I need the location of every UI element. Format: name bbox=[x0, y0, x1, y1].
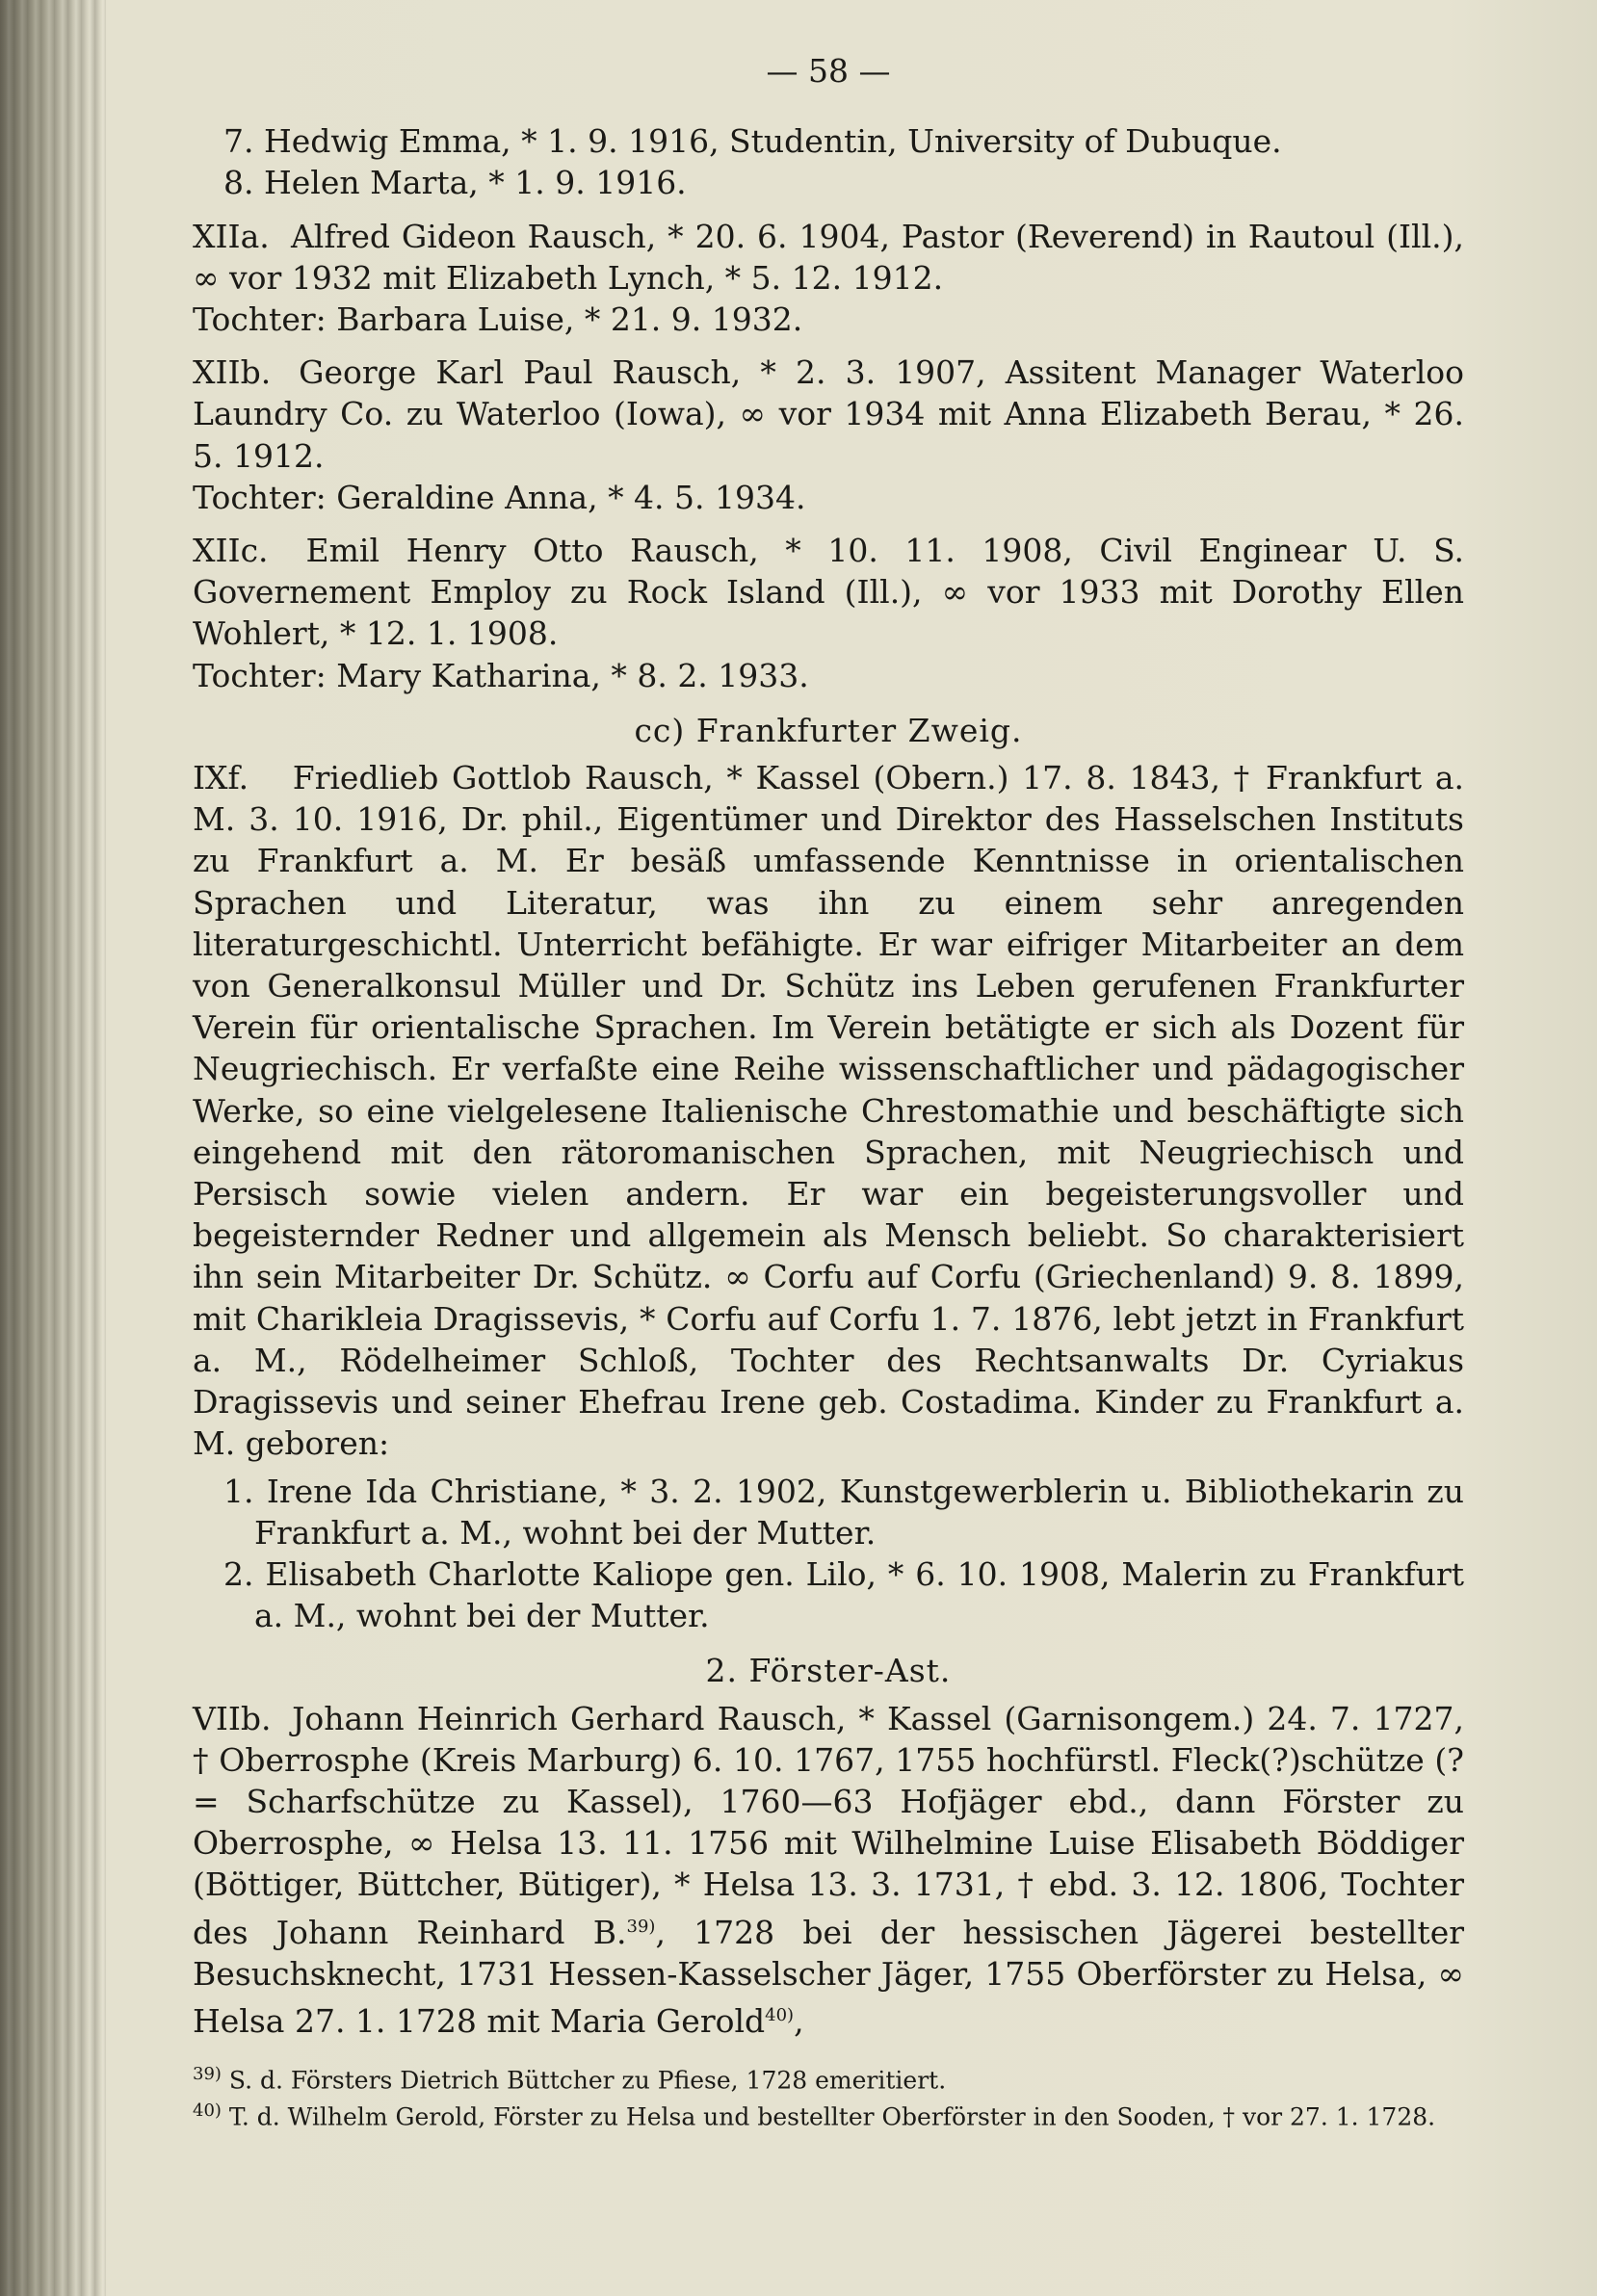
section-heading: cc) Frankfurter Zweig. bbox=[634, 711, 1023, 749]
genealogy-entry bbox=[193, 352, 1464, 518]
child-line: 8. Helen Marta, * 1. 9. 1916. bbox=[223, 164, 687, 202]
entry-code: XIIa. bbox=[193, 217, 270, 255]
page-content bbox=[193, 39, 1464, 2254]
children-list bbox=[193, 1471, 1464, 1637]
entry-text: Emil Henry Otto Rausch, * 10. 11. 1908, Civil Enginear U. S. Governement Employ zu Rock Island (Ill.), ∞ vor 1933 mit Dorothy Ellen Wohlert, * 12. 1. 1908. bbox=[193, 532, 1464, 653]
genealogy-entry-viib bbox=[193, 1698, 1464, 2043]
footnote-mark: 39) bbox=[193, 2064, 222, 2085]
entry-text-cont: , 1728 bei der hessischen Jägerei bestellter Besuchsknecht, 1731 Hessen-Kasselscher Jäger, 1755 Oberförster zu Helsa, ∞ Helsa 27. 1. 1728 mit Maria Gerold bbox=[193, 1913, 1464, 2040]
entry-code: VIIb. bbox=[193, 1699, 272, 1737]
list-item: 2. Elisabeth Charlotte Kaliope gen. Lilo, * 6. 10. 1908, Malerin zu Frankfurt a. M., wohnt bei der Mutter. bbox=[223, 1554, 1464, 1635]
footnote-ref: 40) bbox=[765, 2004, 795, 2025]
footnote-text: S. d. Försters Dietrich Büttcher zu Pfiese, 1728 emeritiert. bbox=[228, 2066, 947, 2095]
entry-text: Alfred Gideon Rausch, * 20. 6. 1904, Pastor (Reverend) in Rautoul (Ill.), ∞ vor 1932 mit Elizabeth Lynch, * 5. 12. 1912. bbox=[193, 217, 1464, 297]
list-item: 1. Irene Ida Christiane, * 3. 2. 1902, Kunstgewerblerin u. Bibliothekarin zu Frankfurt a. M., wohnt bei der Mutter. bbox=[223, 1472, 1464, 1552]
footnote bbox=[193, 2059, 1464, 2096]
footnote-text: T. d. Wilhelm Gerold, Förster zu Helsa und bestellter Oberförster in den Sooden, † vor 27. 1. 1728. bbox=[228, 2102, 1436, 2131]
entry-text: Friedlieb Gottlob Rausch, * Kassel (Obern.) 17. 8. 1843, † Frankfurt a. M. 3. 10. 1916, Dr. phil., Eigentümer und Direktor des Hasselschen Instituts zu Frankfurt a. M. Er besäß umfassende Kenntnisse in orientalischen Sprachen und Literatur, was ihn zu einem sehr anregenden literaturgeschichtl. Unterricht befähigte. Er war eifriger Mitarbeiter an dem von Generalkonsul Müller und Dr. Schütz ins Leben gerufenen Frankfurter Verein für orientalische Sprachen. Im Verein betätigte er sich als Dozent für Neugriechisch. Er verfaßte eine Reihe wissenschaftlicher und pädagogischer Werke, so eine vielgelesene Italienische Chrestomathie und beschäftigte sich eingehend mit den rätoromanischen Sprachen, mit Neugriechisch und Persisch sowie vielen andern. Er war ein begeisterungsvoller und begeisternder Redner und allgemein als Mensch beliebt. So charakterisiert ihn sein Mitarbeiter Dr. Schütz. ∞ Corfu auf Corfu (Griechenland) 9. 8. 1899, mit Charikleia Dragissevis, * Corfu auf Corfu 1. 7. 1876, lebt jetzt in Frankfurt a. M., Rödelheimer Schloß, Tochter des Rechtsanwalts Dr. Cyriakus Dragissevis und seiner Ehefrau Irene geb. Costadima. Kinder zu Frankfurt a. M. geboren: bbox=[193, 759, 1464, 1463]
footnote-ref: 39) bbox=[626, 1916, 656, 1937]
entry-child: Tochter: Barbara Luise, * 21. 9. 1932. bbox=[193, 300, 803, 339]
page-number: — 58 — bbox=[766, 52, 891, 90]
child-line: 7. Hedwig Emma, * 1. 9. 1916, Studentin, University of Dubuque. bbox=[223, 122, 1282, 161]
entry-code: XIIb. bbox=[193, 353, 272, 392]
footnotes bbox=[193, 2059, 1464, 2133]
book-binding bbox=[0, 0, 106, 2296]
entry-child: Tochter: Geraldine Anna, * 4. 5. 1934. bbox=[193, 478, 806, 516]
entry-text: George Karl Paul Rausch, * 2. 3. 1907, Assitent Manager Waterloo Laundry Co. zu Waterloo (Iowa), ∞ vor 1934 mit Anna Elizabeth Berau, * 26. 5. 1912. bbox=[193, 353, 1464, 475]
entry-text: Johann Heinrich Gerhard Rausch, * Kassel (Garnisongem.) 24. 7. 1727, † Oberrosphe (Kreis Marburg) 6. 10. 1767, 1755 hochfürstl. Fleck(?)schütze (? = Scharfschütze zu Kassel), 1760—63 Hofjäger ebd., dann Förster zu Oberrosphe, ∞ Helsa 13. 11. 1756 mit Wilhelmine Luise Elisabeth Böddiger (Böttiger, Büttcher, Bütiger), * Helsa 13. 3. 1731, † ebd. 3. 12. 1806, Tochter des Johann Reinhard B. bbox=[193, 1699, 1464, 1951]
footnote-mark: 40) bbox=[193, 2100, 222, 2122]
section-heading: 2. Förster-Ast. bbox=[705, 1652, 952, 1690]
entry-code: IXf. bbox=[193, 759, 249, 797]
genealogy-entry-ixf bbox=[193, 757, 1464, 1636]
footnote bbox=[193, 2096, 1464, 2132]
entry-child: Tochter: Mary Katharina, * 8. 2. 1933. bbox=[193, 656, 809, 694]
genealogy-entry bbox=[193, 530, 1464, 696]
entry-code: XIIc. bbox=[193, 532, 269, 570]
genealogy-entry bbox=[193, 216, 1464, 341]
entry-text-end: , bbox=[794, 2001, 804, 2040]
children-list-top bbox=[193, 120, 1464, 203]
